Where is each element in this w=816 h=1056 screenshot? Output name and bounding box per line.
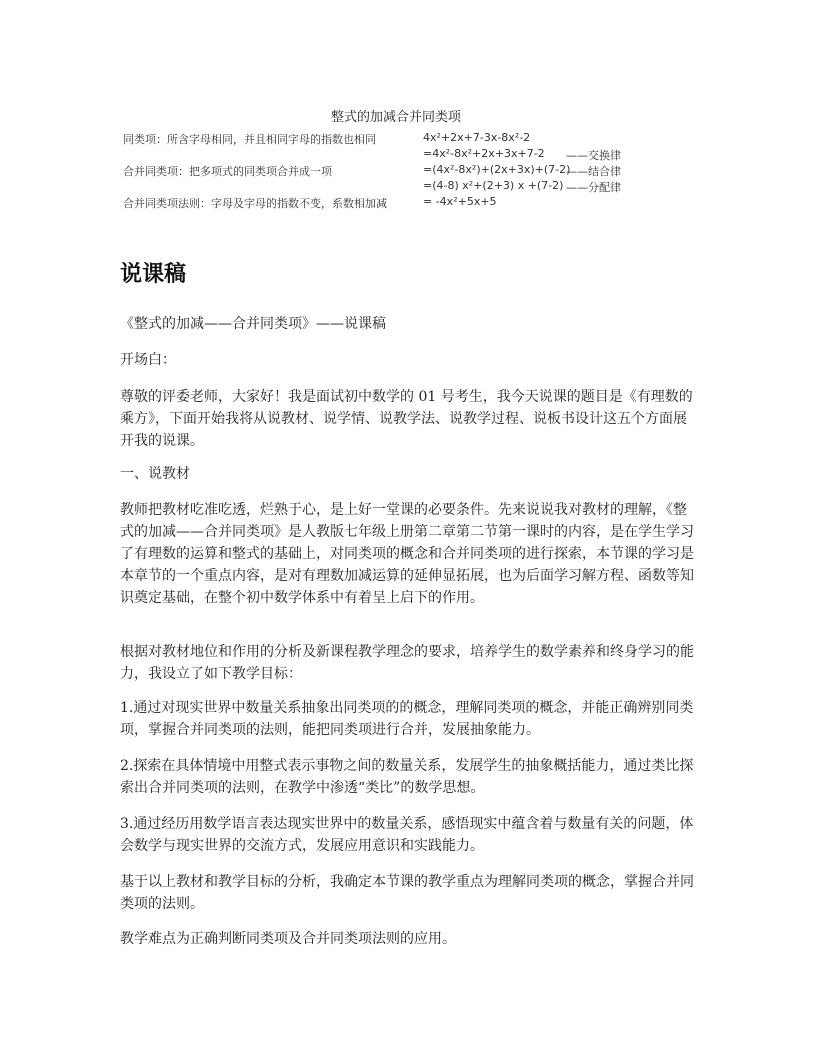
- paragraph-goals-intro: 根据对教材地位和作用的分析及新课程教学理念的要求，培养学生的数学素养和终身学习的能力，我设立了如下教学目标：: [120, 644, 694, 682]
- board-math-line: = -4x²+5x+5: [423, 195, 497, 208]
- board-left-line: 同类项：所含字母相同，并且相同字母的指数也相同: [123, 133, 376, 146]
- goal-1: 1.通过对现实世界中数量关系抽象出同类项的的概念，理解同类项的概念，并能正确辨别同类项，掌握合并同类项的法则，能把同类项进行合并，发展抽象能力。: [120, 700, 694, 738]
- board-left-line: 合并同类项法则：字母及字母的指数不变，系数相加减: [123, 197, 387, 210]
- board-math-line: =(4-8) x²+(2+3) x +(7-2): [423, 179, 564, 192]
- board-math-line: =(4x²-8x²)+(2x+3x)+(7-2): [423, 163, 571, 176]
- document-subtitle: 《整式的加减——合并同类项》——说课稿: [120, 316, 386, 332]
- paragraph-difficulty: 教学难点为正确判断同类项及合并同类项法则的应用。: [120, 931, 456, 947]
- paragraph-intro: 尊敬的评委老师，大家好！我是面试初中数学的 01 号考生，我今天说课的题目是《有理数的乘方》，下面开始我将从说教材、说学情、说教学法、说教学过程、说板书设计这五个方面展开我的说课。: [120, 389, 693, 449]
- board-law-label: ——分配律: [566, 181, 621, 194]
- section-heading: 一、说教材: [120, 466, 190, 482]
- goal-2: 2.探索在具体情境中用整式表示事物之间的数量关系，发展学生的抽象概括能力，通过类比探索出合并同类项的法则，在教学中渗透“类比”的数学思想。: [120, 758, 694, 796]
- board-design-image: [118, 100, 708, 220]
- paragraph-textbook: 教师把教材吃准吃透，烂熟于心，是上好一堂课的必要条件。先来说说我对教材的理解，《整式的加减——合并同类项》是人教版七年级上册第二章第二节第一课时的内容，是在学生学习了有理数的运算和整式的基础上，对同类项的概念和合并同类项的进行探索，本节课的学习是本章节的一个重点内容，是对有理数加减运算的延伸显拓展，也为后面学习解方程、函数等知识奠定基础，在整个初中数学体系中有着呈上启下的作用。: [120, 502, 694, 606]
- document-heading: 说课稿: [120, 262, 187, 287]
- board-math-line: 4x²+2x+7-3x-8x²-2: [423, 131, 531, 144]
- board-law-label: ——交换律: [566, 149, 621, 162]
- board-law-label: ——结合律: [566, 165, 621, 178]
- board-math-line: =4x²-8x²+2x+3x+7-2: [423, 147, 545, 160]
- goal-3: 3.通过经历用数学语言表达现实世界中的数量关系，感悟现实中蕴含着与数量有关的问题，体会数学与现实世界的交流方式，发展应用意识和实践能力。: [120, 816, 694, 854]
- opening-label: 开场白：: [120, 352, 176, 368]
- paragraph-key-points: 基于以上教材和教学目标的分析，我确定本节课的教学重点为理解同类项的概念，掌握合并同类项的法则。: [120, 874, 694, 912]
- board-title: 整式的加减合并同类项: [330, 110, 461, 125]
- board-left-line: 合并同类项：把多项式的同类项合并成一项: [123, 165, 332, 178]
